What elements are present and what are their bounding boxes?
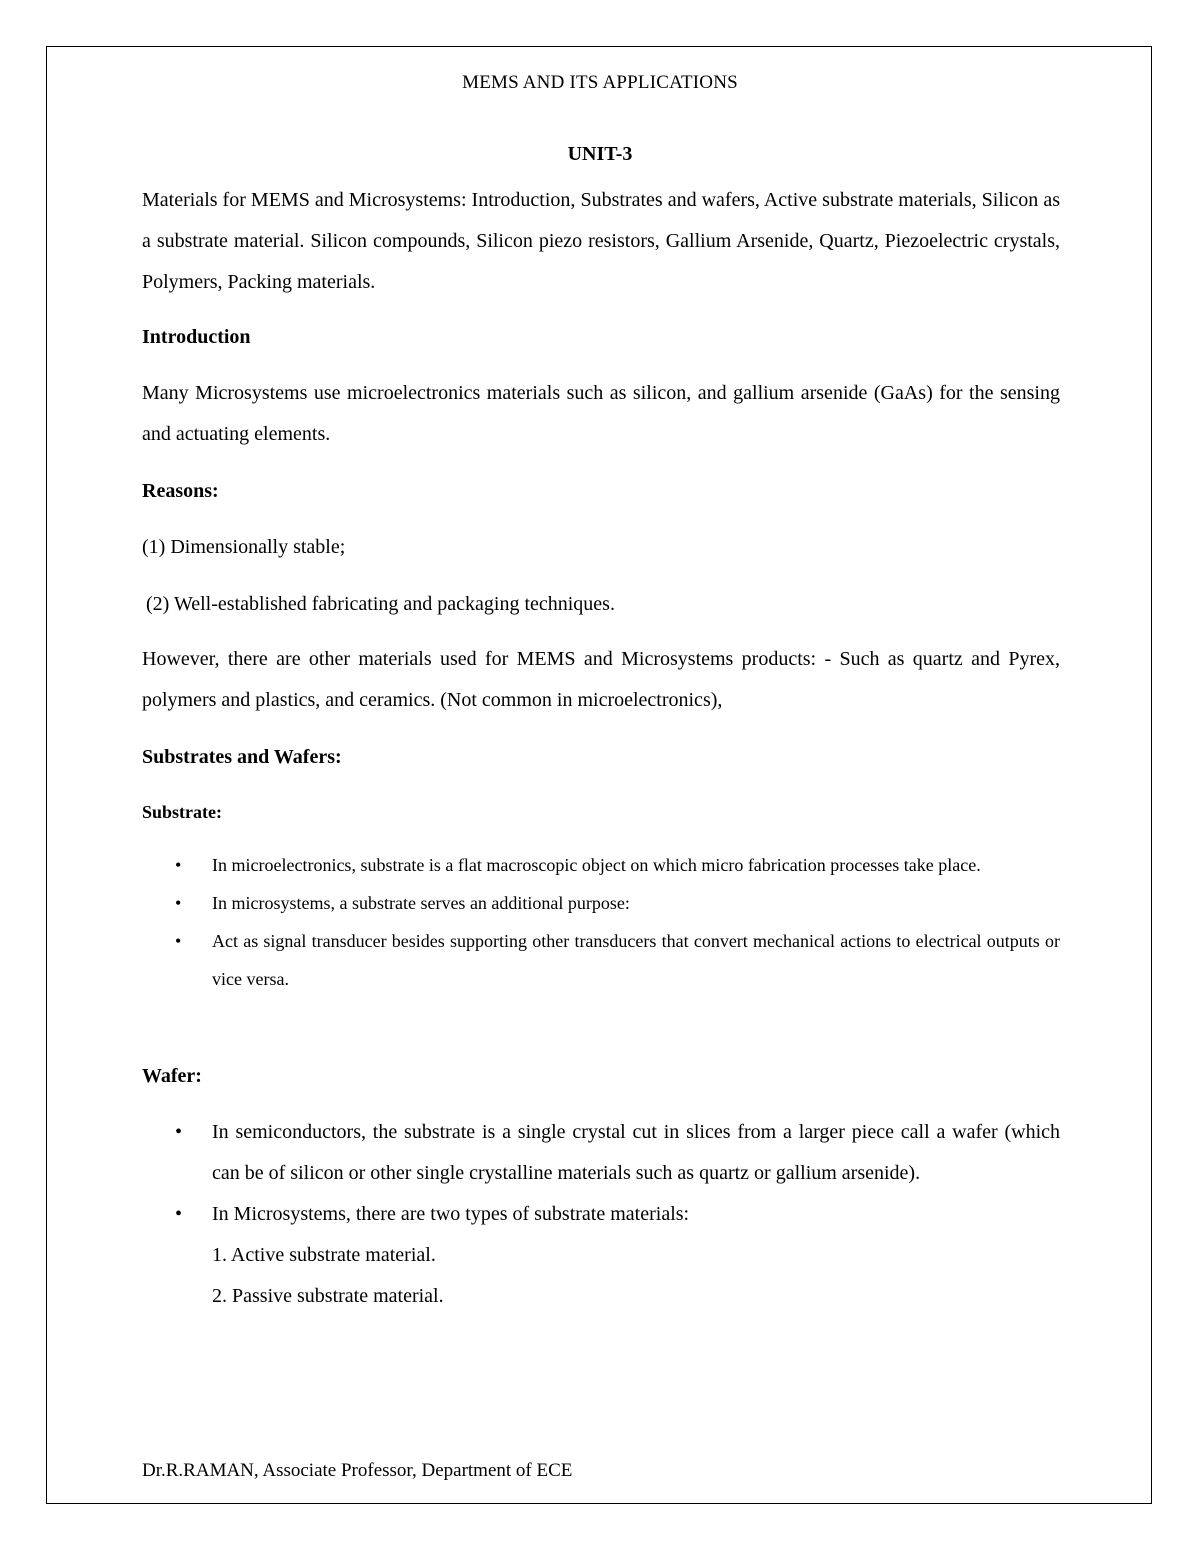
substrate-type-1: 1. Active substrate material.	[212, 1244, 436, 1266]
substrates-wafers-heading: Substrates and Wafers:	[142, 746, 342, 768]
introduction-heading: Introduction	[142, 326, 251, 348]
unit-syllabus: Materials for MEMS and Microsystems: Introduction, Substrates and wafers, Active substrate materials, Silicon as a substrate material. Silicon compounds, Silicon piezo resistors, Gallium Arsenide, Quartz, Piezoelectric crystals, Polymers, Packing materials.	[142, 189, 1060, 293]
substrate-list	[142, 846, 1060, 998]
reason-item-1: (1) Dimensionally stable;	[142, 536, 346, 558]
bullet-icon: •	[175, 893, 182, 913]
unit-title: UNIT-3	[567, 143, 633, 165]
reason-item-2: (2) Well-established fabricating and packaging techniques.	[146, 593, 615, 615]
bullet-icon: •	[175, 855, 182, 875]
reasons-note: However, there are other materials used for MEMS and Microsystems products: - Such as quartz and Pyrex, polymers and plastics, and ceramics. (Not common in microelectronics),	[142, 648, 1060, 711]
introduction-text: Many Microsystems use microelectronics materials such as silicon, and gallium arsenide (GaAs) for the sensing and actuating elements.	[142, 382, 1060, 445]
substrate-heading: Substrate:	[142, 802, 222, 822]
list-item: • In semiconductors, the substrate is a single crystal cut in slices from a larger piece call a wafer (which can be of silicon or other single crystalline materials such as quartz or gallium arsenide).	[142, 1112, 1060, 1194]
document-footer: Dr.R.RAMAN, Associate Professor, Department of ECE	[142, 1460, 573, 1481]
list-item: • In microsystems, a substrate serves an additional purpose:	[142, 884, 1060, 922]
bullet-icon: •	[175, 931, 182, 951]
list-item: • Act as signal transducer besides supporting other transducers that convert mechanical actions to electrical outputs or vice versa.	[142, 922, 1060, 998]
list-item: • In Microsystems, there are two types of substrate materials:	[142, 1194, 1060, 1235]
reasons-heading: Reasons:	[142, 480, 219, 502]
wafer-heading: Wafer:	[142, 1065, 202, 1087]
document-header-title: MEMS AND ITS APPLICATIONS	[462, 72, 738, 93]
wafer-list	[142, 1112, 1060, 1317]
bullet-icon: •	[175, 1203, 183, 1225]
bullet-icon: •	[175, 1121, 183, 1143]
substrate-type-2: 2. Passive substrate material.	[212, 1285, 444, 1307]
list-item: • In microelectronics, substrate is a flat macroscopic object on which micro fabrication processes take place.	[142, 846, 1060, 884]
